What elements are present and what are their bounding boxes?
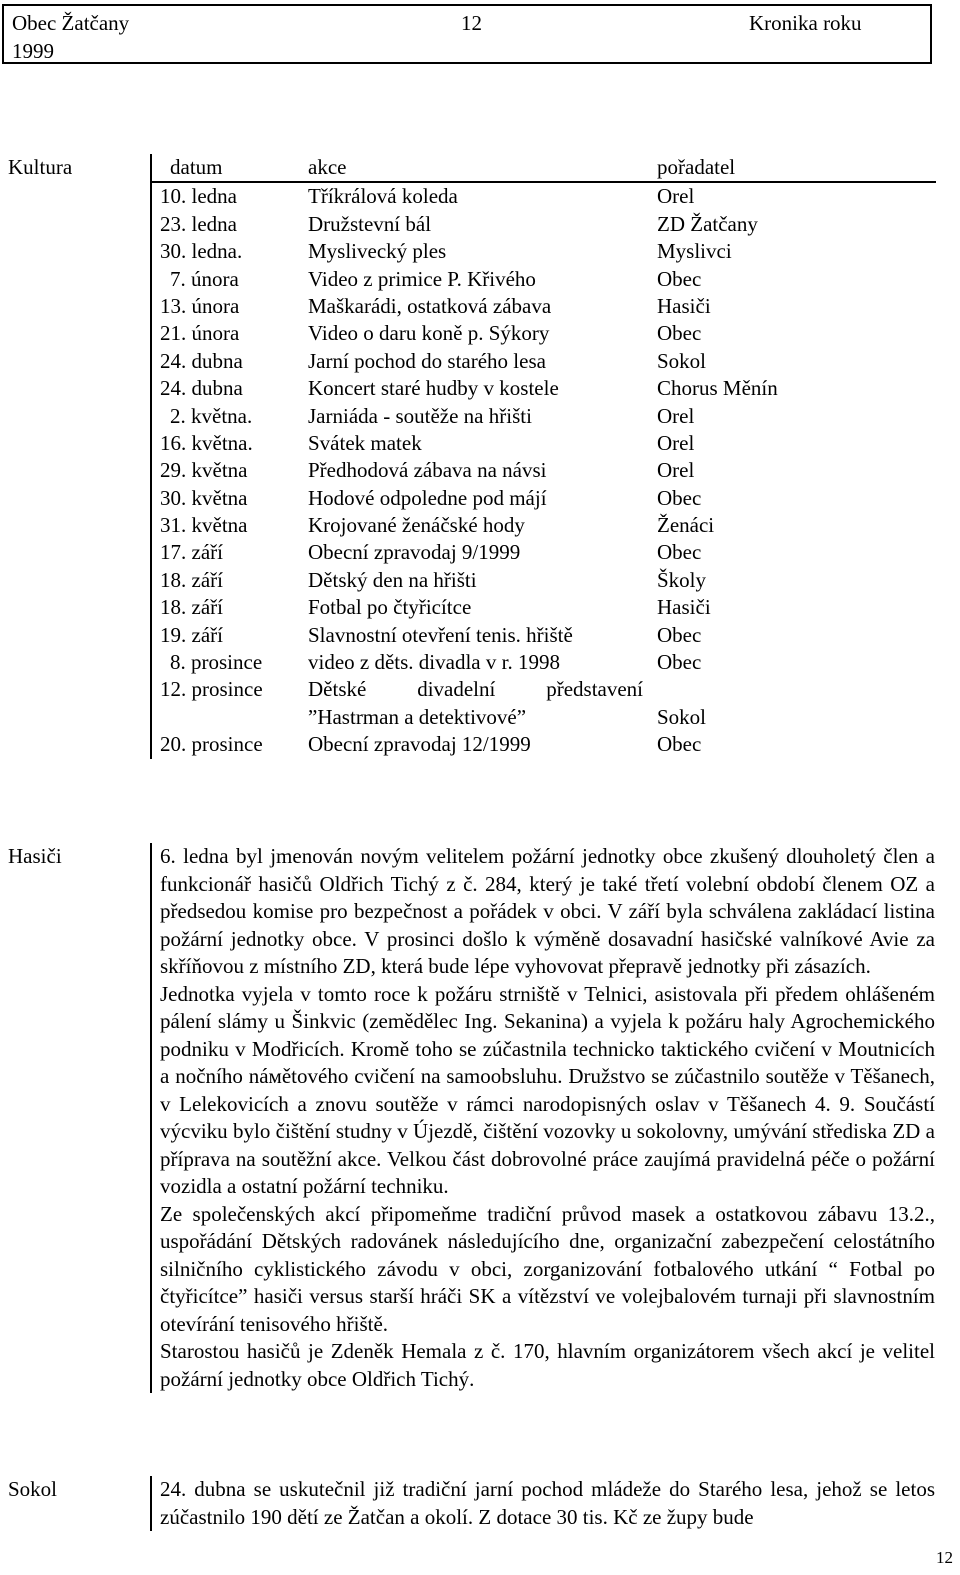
- event-date: 21. února: [160, 321, 240, 346]
- event-date: 7. února: [170, 266, 239, 291]
- event-name: Myslivecký ples: [308, 239, 447, 264]
- table-row: [152, 403, 936, 430]
- event-organizer: Hasiči: [657, 595, 711, 620]
- event-organizer: Hasiči: [657, 293, 711, 318]
- page-number-footer: 12: [936, 1548, 953, 1567]
- header-municipality: Obec Žatčany: [12, 11, 130, 35]
- event-organizer: Obec: [657, 650, 702, 675]
- table-row: [152, 293, 936, 320]
- events-table-body: [152, 183, 936, 676]
- event-organizer: Obec: [657, 732, 702, 757]
- header-page-number: 12: [461, 11, 482, 35]
- section-label-sokol: Sokol: [8, 1477, 58, 1501]
- event-date: 29. května: [160, 458, 248, 483]
- event-name: video z děts. divadla v r. 1998: [308, 650, 560, 675]
- event-name: Obecní zpravodaj 9/1999: [308, 540, 521, 565]
- event-organizer: Myslivci: [657, 239, 732, 264]
- event-date: 24. dubna: [160, 376, 243, 401]
- event-name: Video o daru koně p. Sýkory: [308, 321, 550, 346]
- event-name: Tříkrálová koleda: [308, 184, 458, 209]
- event-date: 2. května.: [170, 403, 253, 428]
- table-row: [152, 211, 936, 238]
- event-organizer: Obec: [657, 622, 702, 647]
- event-date: 17. září: [160, 540, 223, 565]
- table-row: [152, 348, 936, 375]
- event-date: 19. září: [160, 622, 223, 647]
- event-date: 13. února: [160, 293, 240, 318]
- table-row: [152, 594, 936, 621]
- header-chronicle-title: Kronika roku: [749, 11, 862, 35]
- events-table: [150, 154, 936, 759]
- table-row: [152, 238, 936, 265]
- paragraph: 24. dubna se uskutečnil již tradiční jarní pochod mládeže do Starého lesa, jehož se letos zúčastnilo 190 dětí ze Žatčan a okolí. Z dotace 30 tis. Kč ze župy bude: [160, 1477, 935, 1529]
- event-date: 30. května: [160, 485, 248, 510]
- event-date: 18. září: [160, 567, 223, 592]
- event-name: Koncert staré hudby v kostele: [308, 376, 559, 401]
- table-row-continuation: [152, 704, 936, 731]
- event-name: Slavnostní otevření tenis. hřiště: [308, 622, 573, 647]
- event-name: Předhodová zábava na návsi: [308, 458, 547, 483]
- event-organizer: Orel: [657, 458, 695, 483]
- event-name: Obecní zpravodaj 12/1999: [308, 732, 531, 757]
- event-organizer: ZD Žatčany: [657, 211, 758, 236]
- event-organizer: Sokol: [657, 348, 707, 373]
- event-date: 24. dubna: [160, 348, 243, 373]
- table-row: [152, 567, 936, 594]
- event-organizer: Obec: [657, 540, 702, 565]
- event-date: 23. ledna: [160, 211, 237, 236]
- table-row: [152, 649, 936, 676]
- column-header-organizer: pořadatel: [657, 155, 736, 179]
- table-row: [152, 457, 936, 484]
- event-name-line2: ”Hastrman a detektivové”: [308, 704, 527, 729]
- table-row: [152, 512, 936, 539]
- event-organizer: Orel: [657, 403, 695, 428]
- table-row: [152, 430, 936, 457]
- page-header: [2, 4, 932, 64]
- table-row: [152, 676, 936, 703]
- table-row: [152, 485, 936, 512]
- table-row: [152, 622, 936, 649]
- table-row: [152, 320, 936, 347]
- event-name: Fotbal po čtyřicítce: [308, 595, 472, 620]
- event-date: 30. ledna.: [160, 239, 243, 264]
- event-name: Maškarádi, ostatková zábava: [308, 293, 552, 318]
- event-organizer: Obec: [657, 321, 702, 346]
- event-organizer: Školy: [657, 567, 707, 592]
- event-date: 10. ledna: [160, 184, 237, 209]
- event-organizer: Orel: [657, 184, 695, 209]
- table-row: [152, 183, 936, 210]
- event-name: Dětské divadelní představení: [308, 677, 643, 702]
- event-name: Jarniáda - soutěže na hřišti: [308, 403, 532, 428]
- event-date: 20. prosince: [160, 732, 263, 757]
- section-label-hasici: Hasiči: [8, 844, 62, 868]
- event-date: 16. května.: [160, 430, 253, 455]
- event-name: Hodové odpoledne pod májí: [308, 485, 547, 510]
- paragraph: Jednotka vyjela v tomto roce k požáru strniště v Telnici, asistovala při předem ohlášeném pálení slámy u Šinkvic (zemědělec Ing. Sekanina) a vyjela k požáru haly Agrochemického podniku v Modřicích. Kromě toho se zúčastnila technicko taktického cvičení v Moutnicích a nočního náмětového cvičení na samoobsluhu. Družstvo se zúčastnilo soutěže v Těšanech, v Lelekovicích a znovu soutěže v rámci narodopisných oslav v Těšanech 4. 9. Součástí výcviku bylo čištění studny v Újezdě, čištění vozovky u sokolovny, umývání střediska ZD a příprava na soutěžní akce. Velkou část dobrovolné práce zaujímá pravidelná péče o požární vozidla a ostatní požární techniku.: [160, 981, 935, 1198]
- event-date: 18. září: [160, 595, 223, 620]
- event-organizer: Chorus Měnín: [657, 376, 778, 401]
- sokol-text: [150, 1476, 935, 1531]
- event-organizer: Ženáci: [657, 513, 715, 538]
- event-name: Video z primice P. Křivého: [308, 266, 536, 291]
- event-organizer: Obec: [657, 485, 702, 510]
- column-header-date: datum: [170, 155, 223, 179]
- hasici-text: [150, 843, 935, 1393]
- event-name: Jarní pochod do starého lesa: [308, 348, 546, 373]
- event-date: 8. prosince: [170, 650, 263, 675]
- column-header-event: akce: [308, 155, 347, 179]
- paragraph: 6. ledna byl jmenován novým velitelem požární jednotky obce zkušený dlouholetý člen a funkcionář hasičů Oldřich Tichý z č. 284, který je také třetí volební období členem OZ a předsedou komise pro bezpečnost a pořádek v obci. V září byla schválena zakládací listina požární jednotky obce. V prosinci došlo k výměně dosavadní hasičské valníkové Avie za skříňovou z místního ZD, která bude lépe vyhovovat přepravě jednotky při zásazích.: [160, 844, 935, 978]
- paragraph: Starostou hasičů je Zdeněk Hemala z č. 170, hlavním organizátorem všech akcí je velitel požární jednotky obce Oldřich Tichý.: [160, 1339, 935, 1391]
- event-name: Krojované ženáčské hody: [308, 513, 525, 538]
- table-row: [152, 731, 936, 758]
- event-name: Dětský den na hřišti: [308, 567, 477, 592]
- event-organizer: Orel: [657, 430, 695, 455]
- table-row: [152, 539, 936, 566]
- section-label-kultura: Kultura: [8, 155, 73, 179]
- event-name: Družstevní bál: [308, 211, 432, 236]
- events-table-header: [152, 154, 936, 183]
- event-organizer: Sokol: [657, 704, 707, 729]
- event-date: 31. května: [160, 513, 248, 538]
- paragraph: Ze společenských akcí připomeňme tradiční průvod masek a ostatkovou zábavu 13.2., uspořádání Dětských radovánek následujícího dne, organizační zabezpečení celostátního silničního cyklistického závodu v obci, zorganizování fotbalového utkání “ Fotbal po čtyřicítce” hasiči versus starší hráči SK a vítězství ve volejbalovém turnaji při slavnostním otevírání tenisového hřiště.: [160, 1201, 935, 1336]
- event-organizer: Obec: [657, 266, 702, 291]
- table-row: [152, 375, 936, 402]
- event-name: Svátek matek: [308, 430, 422, 455]
- table-row: [152, 266, 936, 293]
- header-year: 1999: [12, 39, 54, 63]
- event-date: 12. prosince: [160, 677, 263, 702]
